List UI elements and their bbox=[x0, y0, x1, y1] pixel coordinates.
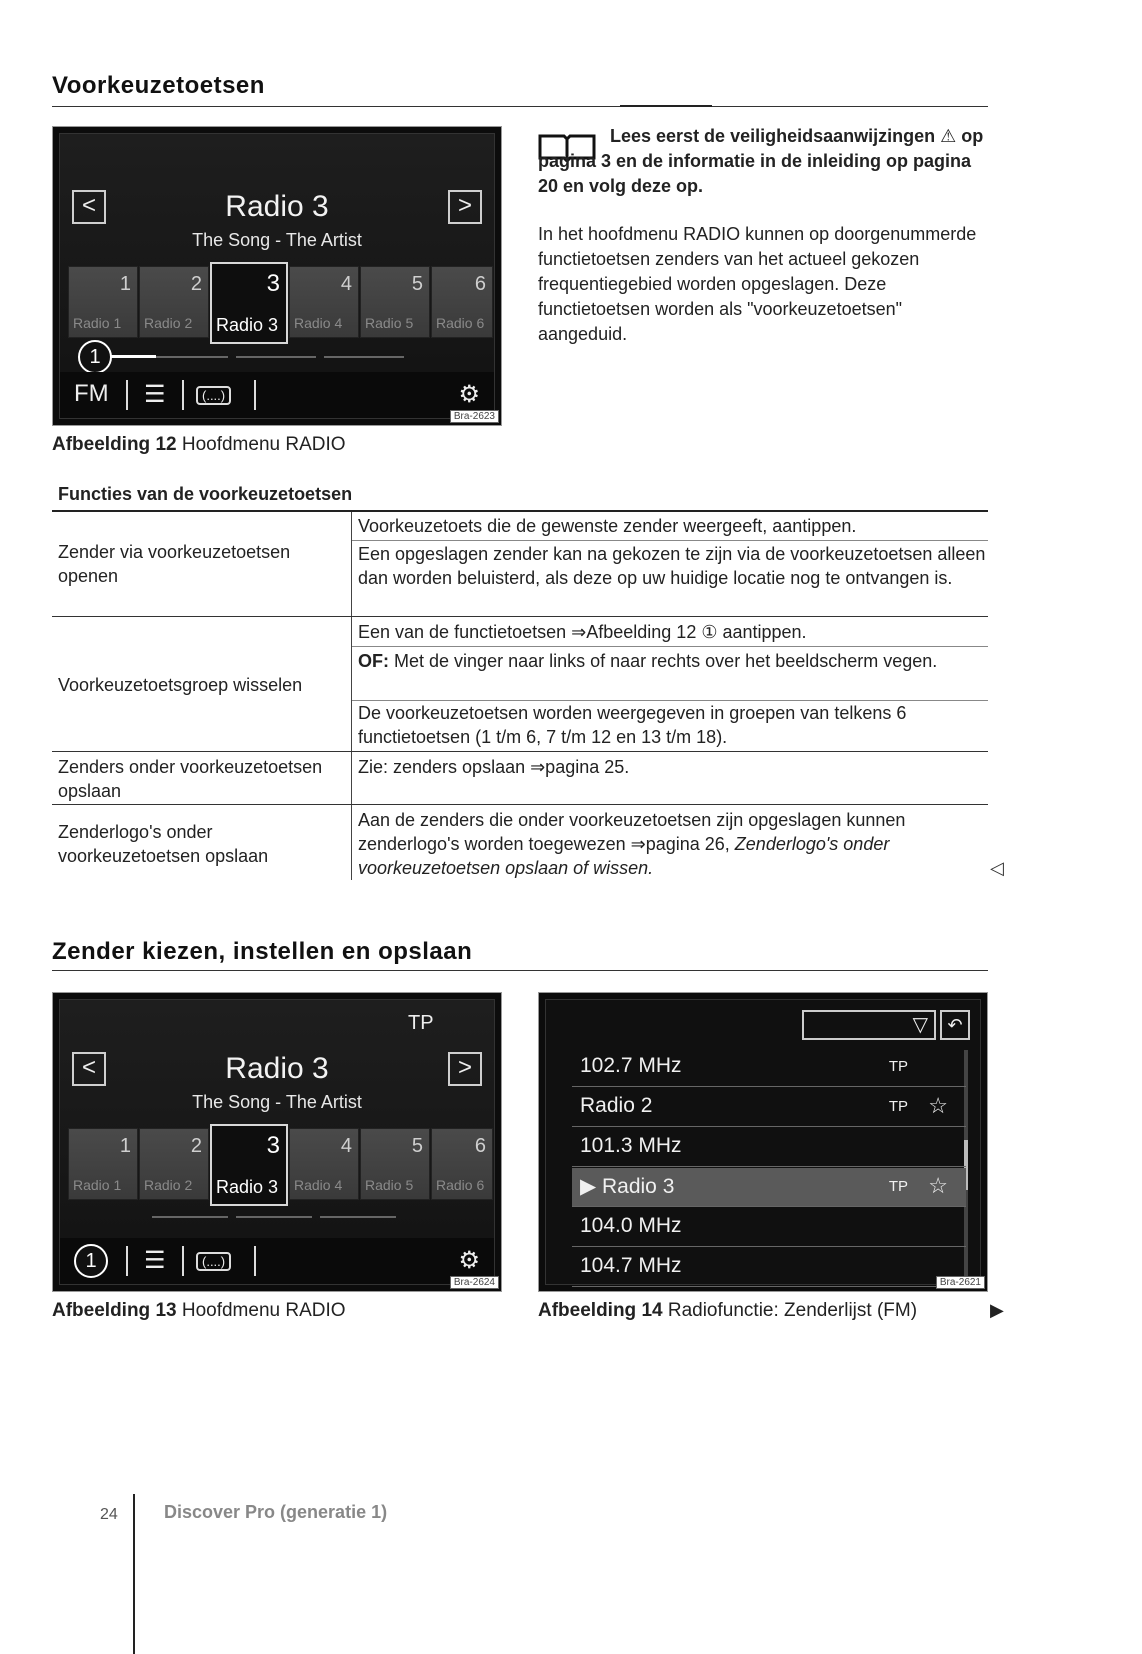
previous-station-button[interactable]: < bbox=[72, 190, 106, 224]
figure-label: Afbeelding 12 bbox=[52, 434, 177, 455]
preset-group-indicator[interactable] bbox=[148, 356, 228, 358]
preset-button[interactable] bbox=[68, 1128, 138, 1200]
preset-group-indicator[interactable] bbox=[236, 356, 316, 358]
table-cell-function: Voorkeuzetoetsgroep wisselen bbox=[58, 675, 303, 695]
song-info: The Song - The Artist bbox=[192, 230, 362, 250]
back-icon[interactable]: ↶ bbox=[940, 1010, 970, 1040]
preset-label: Radio 5 bbox=[365, 315, 414, 331]
station-list-row[interactable] bbox=[572, 1248, 966, 1287]
figure-13-caption bbox=[52, 1300, 346, 1322]
callout-1: 1 bbox=[74, 1244, 108, 1278]
preset-label: Radio 5 bbox=[365, 1177, 414, 1193]
table-cell-description: Een opgeslagen zender kan na gekozen te zijn via de voorkeuzetoetsen alleen dan worden beluisterd, als deze op uw huidige locatie nog te ontvangen is. bbox=[358, 544, 986, 588]
station-list-icon[interactable]: ☰ bbox=[144, 1247, 166, 1274]
preset-number: 2 bbox=[190, 273, 202, 295]
figure-code: Bra-2624 bbox=[450, 1276, 499, 1289]
dropdown-icon[interactable]: ▽ bbox=[912, 1014, 928, 1036]
heading-rule bbox=[52, 106, 988, 107]
station-list-row[interactable] bbox=[572, 1168, 966, 1207]
table-inner-rule bbox=[352, 540, 988, 541]
section-title-station: Zender kiezen, instellen en opslaan bbox=[52, 938, 473, 965]
preset-number: 1 bbox=[119, 273, 131, 295]
table-cell-function: Zenderlogo's onder voorkeuzetoetsen opslaan bbox=[58, 822, 269, 866]
table-cell-description bbox=[358, 808, 988, 880]
instruction-text: Aan de zenders die onder voorkeuzetoetsen zijn opgeslagen kunnen zenderlogo's worden toegewezen ⇒pagina 26, bbox=[358, 810, 906, 854]
preset-button[interactable] bbox=[139, 1128, 209, 1200]
heading-rule bbox=[52, 970, 988, 971]
preset-label: Radio 6 bbox=[436, 1177, 485, 1193]
preset-label: Radio 2 bbox=[144, 1177, 193, 1193]
table-column-divider bbox=[351, 512, 352, 880]
station-list-screen-figure-14 bbox=[538, 992, 988, 1292]
figure-caption-text: Hoofdmenu RADIO bbox=[181, 1300, 346, 1321]
table-cell-description: De voorkeuzetoetsen worden weergegeven in groepen van telkens 6 functietoetsen (1 t/m 6, 7 t/m 12 en 13 t/m 18). bbox=[358, 703, 907, 747]
figure-caption-text: Radiofunctie: Zenderlijst (FM) bbox=[667, 1300, 918, 1321]
tp-indicator: TP bbox=[408, 1012, 434, 1034]
preset-button[interactable] bbox=[139, 266, 209, 338]
station-list-row[interactable] bbox=[572, 1088, 966, 1127]
table-row-rule bbox=[52, 804, 988, 805]
preset-label: Radio 2 bbox=[144, 315, 193, 331]
station-name: 101.3 MHz bbox=[580, 1134, 682, 1157]
figure-code: Bra-2623 bbox=[450, 410, 499, 423]
table-row-rule bbox=[52, 751, 988, 752]
filter-field[interactable] bbox=[802, 1010, 936, 1040]
figure-code: Bra-2621 bbox=[936, 1276, 985, 1289]
intro-text: In het hoofdmenu RADIO kunnen op doorgenummerde functietoetsen zenders van het actueel gekozen frequentiegebied worden opgeslagen. Deze functietoetsen worden als "voorkeuzetoetsen" aangeduid. bbox=[538, 224, 977, 344]
radio-screen-figure-13 bbox=[52, 992, 502, 1292]
page-number: 24 bbox=[100, 1506, 118, 1523]
next-station-button[interactable]: > bbox=[448, 1052, 482, 1086]
preset-button[interactable] bbox=[210, 262, 288, 344]
tp-indicator: TP bbox=[888, 1178, 908, 1195]
keypad-icon[interactable]: (....) bbox=[196, 1252, 231, 1271]
tp-indicator: TP bbox=[888, 1058, 908, 1075]
separator bbox=[182, 1246, 184, 1276]
bottom-bar bbox=[60, 1238, 494, 1284]
preset-button[interactable] bbox=[289, 266, 359, 338]
station-list-row[interactable] bbox=[572, 1048, 966, 1087]
preset-group-indicator[interactable] bbox=[236, 1216, 312, 1218]
favorite-star-icon[interactable]: ☆ bbox=[928, 1173, 948, 1198]
preset-number: 5 bbox=[411, 1135, 423, 1157]
table-cell-description bbox=[358, 649, 988, 673]
preset-number: 3 bbox=[266, 270, 280, 297]
preset-number: 4 bbox=[340, 273, 352, 295]
table-cell-description: Zie: zenders opslaan ⇒pagina 25. bbox=[358, 757, 630, 777]
preset-button[interactable] bbox=[431, 1128, 493, 1200]
section-title-presets: Voorkeuzetoetsen bbox=[52, 72, 265, 99]
callout-1: 1 bbox=[78, 340, 112, 374]
table-top-rule bbox=[52, 510, 988, 512]
figure-12-caption bbox=[52, 434, 346, 456]
station-name: 104.7 MHz bbox=[580, 1254, 682, 1277]
preset-label: Radio 6 bbox=[436, 315, 485, 331]
keypad-icon[interactable]: (....) bbox=[196, 386, 231, 405]
preset-number: 6 bbox=[474, 1135, 486, 1157]
song-info: The Song - The Artist bbox=[192, 1092, 362, 1112]
preset-button[interactable] bbox=[210, 1124, 288, 1206]
preset-row bbox=[68, 1128, 492, 1200]
station-name: 102.7 MHz bbox=[580, 1054, 682, 1077]
preset-label: Radio 3 bbox=[216, 1177, 279, 1197]
figure-label: Afbeelding 14 bbox=[538, 1300, 663, 1321]
preset-row bbox=[68, 266, 492, 338]
favorite-star-icon[interactable]: ☆ bbox=[928, 1093, 948, 1118]
figure-label: Afbeelding 13 bbox=[52, 1300, 177, 1321]
preset-button[interactable] bbox=[360, 266, 430, 338]
radio-screen-figure-12 bbox=[52, 126, 502, 426]
preset-button[interactable] bbox=[289, 1128, 359, 1200]
separator bbox=[254, 1246, 256, 1276]
preset-number: 5 bbox=[411, 273, 423, 295]
section-end-marker-icon: ◁ bbox=[990, 858, 1004, 878]
table-row-rule bbox=[52, 616, 988, 617]
preset-label: Radio 4 bbox=[294, 1177, 343, 1193]
cross-reference[interactable]: Zenderlogo's onder voorkeuzetoetsen opslaan of wissen. bbox=[358, 834, 890, 878]
safety-note: Lees eerst de veiligheidsaanwijzingen ⚠ op pagina 3 en de informatie in de inleiding op pagina 20 en volg deze op. bbox=[538, 126, 984, 196]
station-name: 104.0 MHz bbox=[580, 1214, 682, 1237]
settings-icon[interactable]: ⚙ bbox=[458, 1247, 480, 1274]
preset-number: 2 bbox=[190, 1135, 202, 1157]
figure-caption-text: Hoofdmenu RADIO bbox=[181, 434, 346, 455]
separator bbox=[126, 380, 128, 410]
preset-number: 1 bbox=[119, 1135, 131, 1157]
station-list-row[interactable] bbox=[572, 1128, 966, 1167]
tp-indicator: TP bbox=[888, 1098, 908, 1115]
next-station-button[interactable]: > bbox=[448, 190, 482, 224]
screen-inner bbox=[59, 133, 495, 419]
callout-leader-line bbox=[110, 355, 156, 358]
preset-label: Radio 1 bbox=[73, 315, 122, 331]
preset-button[interactable] bbox=[68, 266, 138, 338]
preset-number: 3 bbox=[266, 1132, 280, 1159]
footer-product-name: Discover Pro (generatie 1) bbox=[164, 1502, 388, 1522]
heading-rule-accent bbox=[620, 105, 712, 107]
table-cell-function: Zenders onder voorkeuzetoetsen opslaan bbox=[58, 757, 323, 801]
figure-14-caption bbox=[538, 1300, 917, 1322]
station-name: Radio 2 bbox=[580, 1094, 653, 1117]
station-list-icon[interactable]: ☰ bbox=[144, 381, 166, 408]
preset-number: 4 bbox=[340, 1135, 352, 1157]
preset-label: Radio 3 bbox=[216, 315, 279, 335]
preset-group-indicator[interactable] bbox=[152, 1216, 228, 1218]
band-button[interactable]: FM bbox=[74, 380, 109, 407]
preset-button[interactable] bbox=[431, 266, 493, 338]
station-name: Radio 3 bbox=[225, 190, 329, 223]
separator bbox=[182, 380, 184, 410]
previous-station-button[interactable]: < bbox=[72, 1052, 106, 1086]
station-name: ▶ Radio 3 bbox=[580, 1175, 675, 1198]
bottom-bar bbox=[60, 372, 494, 418]
footer-divider bbox=[133, 1494, 135, 1654]
station-name: Radio 3 bbox=[225, 1052, 329, 1085]
table-inner-rule bbox=[352, 646, 988, 647]
station-list-row[interactable] bbox=[572, 1208, 966, 1247]
table-cell-description: Voorkeuzetoets die de gewenste zender weergeeft, aantippen. bbox=[358, 516, 857, 536]
instruction-text: Met de vinger naar links of naar rechts over het beeldscherm vegen. bbox=[394, 651, 938, 671]
screen-inner bbox=[545, 999, 981, 1285]
continue-arrow-icon: ▶ bbox=[990, 1300, 1004, 1320]
preset-group-indicator[interactable] bbox=[320, 1216, 396, 1218]
preset-label: Radio 1 bbox=[73, 1177, 122, 1193]
preset-group-indicator[interactable] bbox=[324, 356, 404, 358]
separator bbox=[254, 380, 256, 410]
or-label: OF: bbox=[358, 651, 389, 671]
preset-label: Radio 4 bbox=[294, 315, 343, 331]
settings-icon[interactable]: ⚙ bbox=[458, 381, 480, 408]
table-title: Functies van de voorkeuzetoetsen bbox=[58, 484, 353, 504]
table-cell-description bbox=[358, 620, 988, 644]
separator bbox=[126, 1246, 128, 1276]
preset-button[interactable] bbox=[360, 1128, 430, 1200]
instruction-text: Een van de functietoetsen ⇒Afbeelding 12 ① aantippen. bbox=[358, 622, 807, 642]
preset-number: 6 bbox=[474, 273, 486, 295]
screen-inner bbox=[59, 999, 495, 1285]
table-cell-function: Zender via voorkeuzetoetsen openen bbox=[58, 542, 291, 586]
